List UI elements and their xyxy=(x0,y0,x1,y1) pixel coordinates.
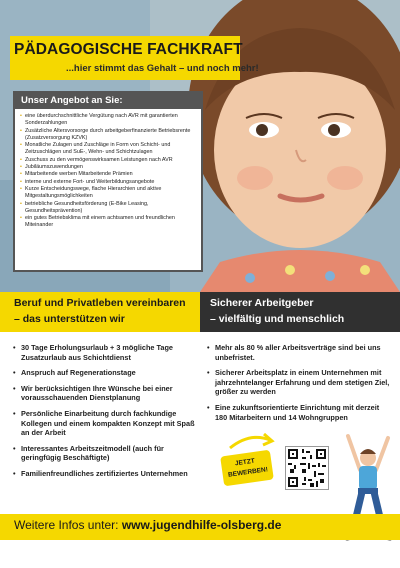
right-section-heading: Sicherer Arbeitgeber xyxy=(210,297,314,309)
offer-item: • Zusätzliche Altersvorsorge durch arbeitgeberfinanzierte Betriebsrente (Zusatzversorgung KZVK) xyxy=(20,128,200,143)
benefit-item: • Wir berücksichtigen Ihre Wünsche bei einer vorausschauenden Dienstplanung xyxy=(12,384,200,403)
offer-heading: Unser Angebot an Sie: xyxy=(21,95,123,106)
offer-box xyxy=(13,91,203,272)
offer-item: • Zuschuss zu den vermögenswirksamen Leistungen nach AVR xyxy=(20,157,200,164)
offer-item: • eine überdurchschnittliche Vergütung nach AVR mit garantierten Sonderzahlungen xyxy=(20,113,200,128)
badge-line2: BEWERBEN! xyxy=(227,466,269,479)
jumping-child-illustration xyxy=(338,430,396,560)
arrow-icon xyxy=(226,430,276,452)
footer-text xyxy=(14,518,281,532)
benefit-item: • Familienfreundliches zertifiziertes Unternehmen xyxy=(12,469,200,479)
page-subtitle: ...hier stimmt das Gehalt – und noch mehr! xyxy=(66,63,259,74)
right-benefits-list xyxy=(206,343,392,428)
footer-url-link[interactable]: www.jugendhilfe-olsberg.de xyxy=(121,518,282,532)
left-benefits-list xyxy=(12,343,200,485)
benefit-item: • Anspruch auf Regenerationstage xyxy=(12,368,200,378)
offer-item: • betriebliche Gesundheitsförderung (E-Bike Leasing, Gesundheitsprävention) xyxy=(20,201,200,216)
offer-heading-bar xyxy=(15,93,201,109)
offer-list xyxy=(20,113,200,230)
footer-prefix: Weitere Infos unter: xyxy=(14,518,122,532)
badge-line1: JETZT xyxy=(234,457,256,468)
qr-code-graphic xyxy=(286,447,328,489)
offer-item: • Kurze Entscheidungswege, flache Hierarchien und aktive Mitgestaltungsmöglichkeiten xyxy=(20,186,200,201)
benefit-item: • Persönliche Einarbeitung durch fachkundige Kollegen und einem kompakten Konzept mit Spaß an der Arbeit xyxy=(12,409,200,438)
page-title: PÄDAGOGISCHE FACHKRAFT xyxy=(14,41,243,58)
benefit-item: • Eine zukunftsorientierte Einrichtung mit derzeit 180 Mitarbeitern und 14 Wohngruppen xyxy=(206,403,392,422)
left-section-subheading: – das unterstützen wir xyxy=(14,313,125,325)
offer-item: • interne und externe Fort- und Weiterbildungsangebote xyxy=(20,179,200,186)
right-section-subheading: – vielfältig und menschlich xyxy=(210,313,345,325)
offer-item: • Jubiläumszuwendungen xyxy=(20,164,200,171)
offer-item: • Mitarbeitende werben Mitarbeitende Prämien xyxy=(20,171,200,178)
left-section-heading: Beruf und Privatleben vereinbaren xyxy=(14,297,186,309)
benefit-item: • Sicherer Arbeitsplatz in einem Unternehmen mit jahrzehntelanger Erfahrung und dem stetigen Ziel, größer zu werden xyxy=(206,368,392,397)
benefit-item: • Mehr als 80 % aller Arbeitsverträge sind bei uns unbefristet. xyxy=(206,343,392,362)
apply-now-badge[interactable] xyxy=(222,453,272,483)
benefit-item: • 30 Tage Erholungsurlaub + 3 mögliche Tage Zusatzurlaub aus Schichtdienst xyxy=(12,343,200,362)
benefit-item: • Interessantes Arbeitszeitmodell (auch für geringfügig Beschäftigte) xyxy=(12,444,200,463)
offer-item: • Monatliche Zulagen und Zuschläge in Form von Schicht- und Zeitzuschlägen und SuE-, Wehn- und Schichtzulagen xyxy=(20,142,200,157)
qr-code-icon[interactable] xyxy=(285,446,329,490)
offer-item: • ein gutes Betriebsklima mit einem achtsamen und freundlichen Miteinander xyxy=(20,215,200,230)
